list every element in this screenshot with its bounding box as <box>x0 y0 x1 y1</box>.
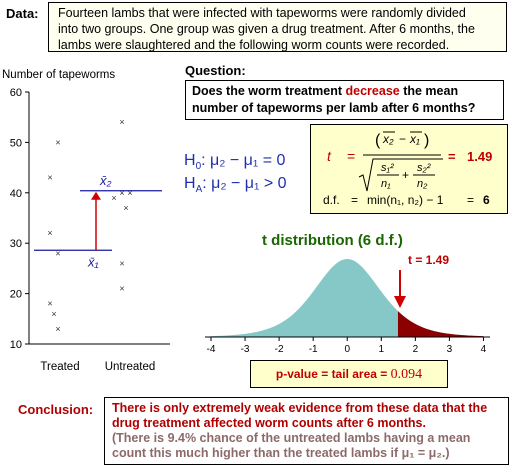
ha-subscript: A <box>195 184 203 196</box>
df-expression: min(n₁, n₂) − 1 <box>367 193 444 207</box>
y-tick-label: 40 <box>9 187 22 200</box>
t-axis-tick-label: -2 <box>274 344 284 355</box>
data-point: × <box>119 283 125 294</box>
t-axis-tick-label: 3 <box>446 344 453 355</box>
question-text-pre: Does the worm treatment <box>192 84 346 98</box>
t-marker-arrowhead <box>394 296 406 308</box>
numerator-paren-close: ) <box>424 132 430 149</box>
conclusion-line1: There is only extremely weak evidence from these data that the <box>112 401 488 415</box>
conclusion-line3: (There is 9.4% chance of the untreated lambs having a mean <box>112 431 471 445</box>
question-line1 <box>192 83 503 100</box>
y-tick-label: 30 <box>9 238 22 251</box>
data-point: × <box>55 248 61 259</box>
question-label: Question: <box>185 63 246 78</box>
data-point: × <box>47 298 53 309</box>
data-point: × <box>119 117 125 128</box>
t-statistic-box <box>310 124 508 214</box>
denom-plus: + <box>402 168 410 182</box>
y-tick-label: 60 <box>9 87 22 99</box>
data-point: × <box>55 323 61 334</box>
data-text-line: into two groups. One group was given a drug treatment. After 6 months, the <box>58 22 475 36</box>
x-category-treated: Treated <box>40 361 80 373</box>
data-text-line: Fourteen lambs that were infected with tapeworms were randomly divided <box>58 6 466 20</box>
y-tick-label: 50 <box>9 137 22 150</box>
x-category-untreated: Untreated <box>104 361 156 373</box>
data-point: × <box>55 137 61 148</box>
ha-letter: H <box>184 175 196 192</box>
equals-sign: = <box>347 148 356 164</box>
t-marker-label: t = 1.49 <box>408 253 450 267</box>
question-text-decrease: decrease <box>345 84 400 98</box>
data-text-line: lambs were slaughtered and the following worm counts were recorded. <box>58 38 450 52</box>
t-curve-body <box>211 259 483 337</box>
data-point: × <box>111 192 117 203</box>
t-axis-tick-label: 0 <box>344 344 351 355</box>
ha-expression: : μ₂ − μ₁ > 0 <box>202 175 287 192</box>
conclusion-line4: count this much higher than the treated lambs if μ₁ = μ₂.) <box>112 446 450 460</box>
numerator-paren-open: ( <box>375 132 381 149</box>
conclusion-label: Conclusion: <box>18 402 94 417</box>
denom-s1sq: s₁² <box>381 162 394 174</box>
alternative-hypothesis <box>184 175 287 195</box>
t-axis-tick-label: 2 <box>412 344 419 355</box>
t-axis-tick-label: 1 <box>378 344 385 355</box>
numerator-minus: − <box>399 132 407 146</box>
df-label: d.f. <box>323 193 340 207</box>
treated-mean-label: x̄₁ <box>88 254 99 270</box>
t-curve-tail <box>398 311 483 337</box>
data-point: × <box>119 258 125 269</box>
p-value-text: p-value = tail area = <box>275 367 388 381</box>
p-value-number: 0.094 <box>390 367 423 382</box>
y-tick-label: 20 <box>9 288 22 301</box>
denom-n1: n₁ <box>381 178 391 190</box>
data-point: × <box>51 308 57 319</box>
dot-plot <box>0 60 185 390</box>
df-equals: = <box>351 193 359 207</box>
untreated-mean-label: x̄₂ <box>100 172 112 188</box>
t-symbol: t <box>327 148 331 164</box>
mean-difference-arrowhead <box>91 192 101 200</box>
question-line2: number of tapeworms per lamb after 6 months? <box>192 101 476 115</box>
question-text-post: the mean <box>399 84 459 98</box>
t-value: 1.49 <box>467 149 493 164</box>
data-point: × <box>119 187 125 198</box>
t-formula <box>311 125 507 213</box>
y-tick-label: 10 <box>9 339 22 351</box>
data-point: × <box>127 187 133 198</box>
t-distribution-plot <box>190 250 500 360</box>
denom-s2sq: s₂² <box>417 162 431 174</box>
data-label: Data: <box>6 6 39 21</box>
df-equals2: = <box>467 193 475 207</box>
denom-n2: n₂ <box>417 178 428 190</box>
t-axis-tick-label: -4 <box>206 344 216 355</box>
t-axis-tick-label: 4 <box>480 344 487 355</box>
data-description-box <box>48 2 507 52</box>
t-axis-tick-label: -3 <box>240 344 250 355</box>
conclusion-box <box>104 397 509 465</box>
df-value: 6 <box>483 193 490 207</box>
h0-letter: H <box>184 152 196 169</box>
data-point: × <box>123 202 129 213</box>
numerator-x1bar: x₁ <box>410 132 420 146</box>
h0-expression: : μ₂ − μ₁ = 0 <box>201 152 286 169</box>
t-equals: = <box>448 149 456 164</box>
h0-subscript: 0 <box>195 161 202 173</box>
question-box <box>185 80 504 120</box>
y-axis-label: Number of tapeworms <box>2 69 116 81</box>
data-point: × <box>47 228 53 239</box>
data-point: × <box>47 172 53 183</box>
t-distribution-title: t distribution (6 d.f.) <box>262 232 403 249</box>
numerator-x2bar: x₂ <box>383 132 394 146</box>
null-hypothesis <box>184 152 285 172</box>
p-value-box <box>250 360 448 388</box>
conclusion-line2: drug treatment affected worm counts after 6 months. <box>112 416 426 430</box>
t-axis-tick-label: -1 <box>308 344 318 355</box>
